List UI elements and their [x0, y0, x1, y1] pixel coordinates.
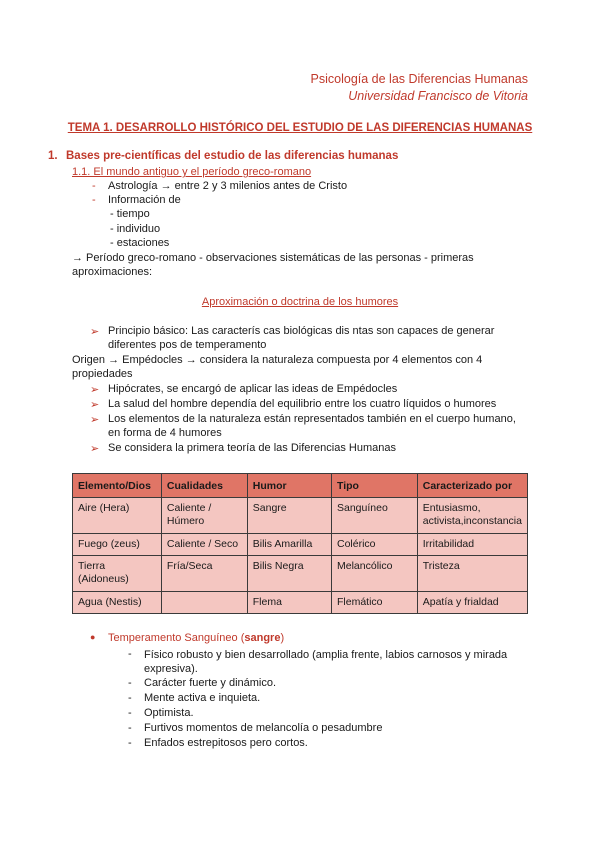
table-cell: Colérico: [332, 534, 418, 556]
humors-heading: Aproximación o doctrina de los humores: [201, 296, 399, 308]
table-row: [73, 498, 528, 534]
trait-item: Físico robusto y bien desarrollado (amplia frente, labios carnosos y mirada expresiva).: [144, 649, 508, 675]
table-cell: Apatía y frialdad: [417, 592, 527, 614]
arrow-bullet-icon: ➢: [90, 414, 100, 426]
temperament-label: [108, 632, 284, 644]
table-cell: [161, 592, 247, 614]
list-item: Astrología → entre 2 y 3 milenios antes de Cristo: [108, 180, 348, 192]
sub-list-item: - estaciones: [110, 237, 170, 249]
subsection-heading: 1.1. El mundo antiguo y el período greco-romano: [72, 166, 312, 178]
table-cell: Flemático: [332, 592, 418, 614]
humors-table: [72, 473, 528, 614]
sub-list-item: - tiempo: [110, 208, 150, 220]
table-cell: Caliente / Húmero: [161, 498, 247, 534]
arrow-bullet-icon: ➢: [90, 443, 100, 455]
dash-bullet: -: [92, 194, 96, 206]
table-header: Humor: [247, 474, 331, 498]
dash-bullet: -: [128, 722, 132, 734]
humor-point: La salud del hombre dependía del equilibrio entre los cuatro líquidos o humores: [108, 398, 497, 410]
trait-item: Optimista.: [144, 707, 194, 719]
round-bullet-icon: ●: [90, 632, 96, 642]
sub-list-item: - individuo: [110, 223, 161, 235]
greco-roman-line-cont: aproximaciones:: [72, 266, 153, 278]
table-cell: Melancólico: [332, 556, 418, 592]
origin-line: Origen → Empédocles → considera la naturaleza compuesta por 4 elementos con 4: [72, 354, 483, 366]
arrow-bullet-icon: ➢: [90, 326, 100, 338]
dash-bullet: -: [128, 737, 132, 749]
table-cell: Aire (Hera): [73, 498, 162, 534]
table-cell: Tierra (Aidoneus): [73, 556, 162, 592]
table-row: [73, 592, 528, 614]
principle-line-cont: diferentes pos de temperamento: [108, 339, 267, 351]
trait-item: Furtivos momentos de melancolía o pesadumbre: [144, 722, 383, 734]
table-cell: Tristeza: [417, 556, 527, 592]
table-header: Cualidades: [161, 474, 247, 498]
temperament-humor: sangre: [244, 632, 281, 644]
table-header-row: [73, 474, 528, 498]
dash-bullet: -: [128, 677, 132, 689]
arrow-bullet-icon: ➢: [90, 399, 100, 411]
table-cell: Sanguíneo: [332, 498, 418, 534]
dash-bullet: -: [128, 707, 132, 719]
temperament-label-end: ): [280, 632, 285, 644]
trait-item: Mente activa e inquieta.: [144, 692, 261, 704]
humor-point: Se considera la primera teoría de las Diferencias Humanas: [108, 442, 396, 454]
table-row: [73, 556, 528, 592]
table-cell: Fuego (zeus): [73, 534, 162, 556]
course-name: Psicología de las Diferencias Humanas: [310, 72, 528, 86]
section-heading: Bases pre-científicas del estudio de las diferencias humanas: [66, 150, 399, 162]
table-cell: Agua (Nestis): [73, 592, 162, 614]
table-header: Elemento/Dios: [73, 474, 162, 498]
table-cell: Flema: [247, 592, 331, 614]
table-cell: Bilis Amarilla: [247, 534, 331, 556]
document-title: TEMA 1. DESARROLLO HISTÓRICO DEL ESTUDIO DE LAS DIFERENCIAS HUMANAS: [67, 122, 533, 134]
table-cell: Caliente / Seco: [161, 534, 247, 556]
section-number: 1.: [48, 150, 58, 162]
humor-point: Los elementos de la naturaleza están representados también en el cuerpo humano,: [108, 413, 516, 425]
trait-item: Enfados estrepitosos pero cortos.: [144, 737, 308, 749]
university-name: Universidad Francisco de Vitoria: [348, 89, 528, 103]
table-cell: Irritabilidad: [417, 534, 527, 556]
origin-line-cont: propiedades: [72, 368, 133, 380]
greco-roman-line: → Período greco-romano - observaciones sistemáticas de las personas - primeras: [72, 252, 474, 264]
trait-item: Carácter fuerte y dinámico.: [144, 677, 277, 689]
table-cell: Bilis Negra: [247, 556, 331, 592]
table-cell: Fría/Seca: [161, 556, 247, 592]
temperament-label-text: Temperamento Sanguíneo (: [108, 632, 245, 644]
table-row: [73, 534, 528, 556]
table-header: Caracterizado por: [417, 474, 527, 498]
humor-point: Hipócrates, se encargó de aplicar las ideas de Empédocles: [108, 383, 398, 395]
humor-point-cont: en forma de 4 humores: [108, 427, 222, 439]
principle-line: Principio básico: Las caracterís cas biológicas dis ntas son capaces de generar: [108, 325, 495, 337]
arrow-bullet-icon: ➢: [90, 384, 100, 396]
dash-bullet: -: [92, 180, 96, 192]
list-item: Información de: [108, 194, 181, 206]
table-cell: Sangre: [247, 498, 331, 534]
table-cell: Entusiasmo, activista,inconstancia: [417, 498, 527, 534]
dash-bullet: -: [128, 692, 132, 704]
dash-bullet: -: [128, 648, 132, 660]
table-header: Tipo: [332, 474, 418, 498]
